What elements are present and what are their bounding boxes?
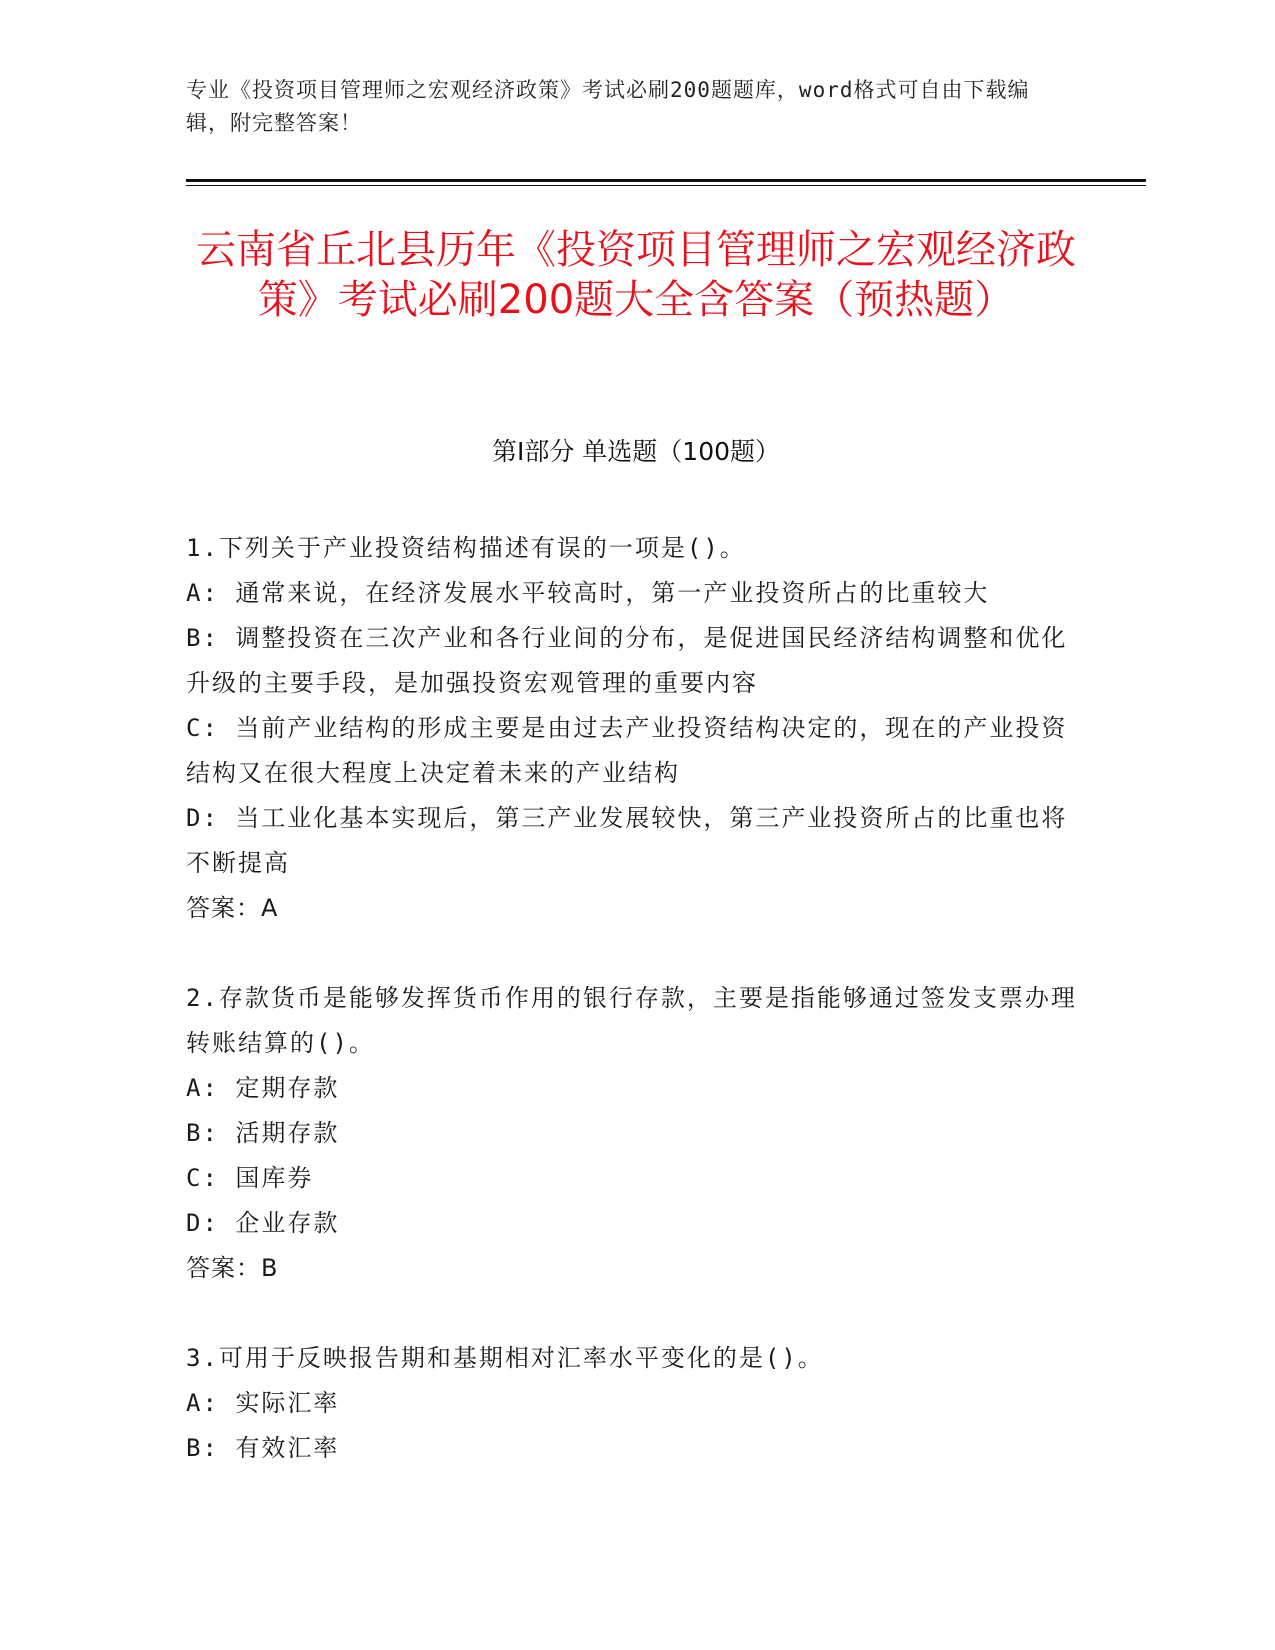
question-spacer: [186, 1291, 1086, 1336]
question-list: [186, 526, 1086, 1471]
header-note: 专业《投资项目管理师之宏观经济政策》考试必刷200题题库，word格式可自由下载编辑，附完整答案！: [186, 78, 1030, 135]
option-c: C: 当前产业结构的形成主要是由过去产业投资结构决定的，现在的产业投资结构又在很大程度上决定着未来的产业结构: [186, 714, 1068, 787]
document-title: 云南省丘北县历年《投资项目管理师之宏观经济政策》考试必刷200题大全含答案（预热题）: [196, 227, 1076, 323]
question-stem: 3.可用于反映报告期和基期相对汇率水平变化的是()。: [186, 1344, 824, 1372]
question-2: [186, 976, 1086, 1291]
question-3: [186, 1336, 1086, 1471]
option-a: A: 实际汇率: [186, 1389, 340, 1417]
header-rule-thin: [186, 185, 1146, 186]
option-a: A: 定期存款: [186, 1074, 340, 1102]
option-d: D: 企业存款: [186, 1209, 340, 1237]
answer: 答案：B: [186, 1254, 279, 1282]
option-c: C: 国库券: [186, 1164, 314, 1192]
section-title: 第Ⅰ部分 单选题（100题）: [491, 437, 781, 466]
question-spacer: [186, 931, 1086, 976]
question-1: [186, 526, 1086, 931]
answer: 答案：A: [186, 894, 279, 922]
option-d: D: 当工业化基本实现后，第三产业发展较快，第三产业投资所占的比重也将不断提高: [186, 804, 1068, 877]
option-b: B: 活期存款: [186, 1119, 340, 1147]
header-rule-thick: [186, 179, 1146, 182]
option-a: A: 通常来说，在经济发展水平较高时，第一产业投资所占的比重较大: [186, 579, 990, 607]
question-stem: 1.下列关于产业投资结构描述有误的一项是()。: [186, 534, 746, 562]
question-stem: 2.存款货币是能够发挥货币作用的银行存款，主要是指能够通过签发支票办理转账结算的()。: [186, 984, 1077, 1057]
option-b: B: 调整投资在三次产业和各行业间的分布，是促进国民经济结构调整和优化升级的主要手段，是加强投资宏观管理的重要内容: [186, 624, 1068, 697]
option-b: B: 有效汇率: [186, 1434, 340, 1462]
